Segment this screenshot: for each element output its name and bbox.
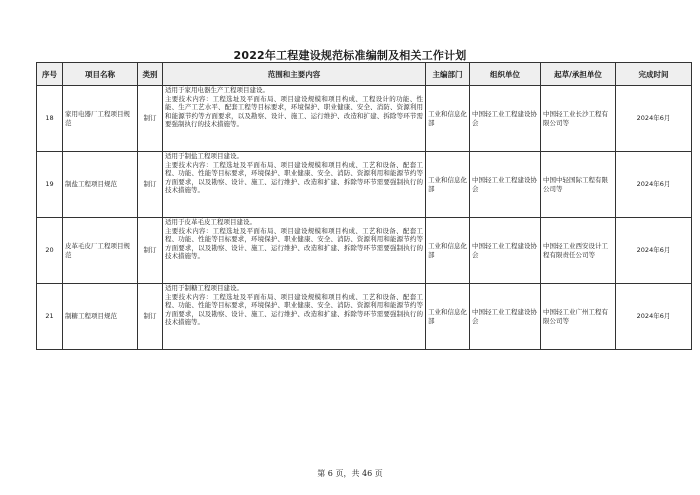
scope-lead: 适用于皮革毛皮工程项目建设。 [165, 218, 256, 226]
cell-name: 制糖工程项目规范 [63, 284, 138, 350]
scope-lead: 适用于制糖工程项目建设。 [165, 284, 243, 292]
cell-type: 制订 [138, 152, 163, 218]
cell-dept: 工业和信息化部 [426, 284, 470, 350]
cell-drafter: 中国轻工业西安设计工程有限责任公司等 [541, 218, 616, 284]
cell-org: 中国轻工业工程建设协会 [470, 218, 541, 284]
table-row [37, 86, 692, 152]
header-name: 项目名称 [63, 63, 138, 86]
cell-drafter: 中国轻工业广州工程有限公司等 [541, 284, 616, 350]
table-header-row [37, 63, 692, 86]
cell-due: 2024年6月 [616, 86, 692, 152]
header-dept: 主编部门 [426, 63, 470, 86]
cell-scope [163, 218, 426, 284]
cell-type: 制订 [138, 86, 163, 152]
cell-name: 皮革毛皮厂工程项目规范 [63, 218, 138, 284]
cell-type: 制订 [138, 284, 163, 350]
header-due: 完成时间 [616, 63, 692, 86]
header-num: 序号 [37, 63, 63, 86]
document-title: 2022年工程建设规范标准编制及相关工作计划 [233, 49, 467, 62]
cell-due: 2024年6月 [616, 152, 692, 218]
cell-num: 21 [37, 284, 63, 350]
plan-table [36, 62, 692, 350]
header-scope: 范围和主要内容 [163, 63, 426, 86]
cell-drafter: 中国中轻国际工程有限公司等 [541, 152, 616, 218]
header-type: 类别 [138, 63, 163, 86]
header-drafter: 起草/承担单位 [541, 63, 616, 86]
cell-type: 制订 [138, 218, 163, 284]
cell-org: 中国轻工业工程建设协会 [470, 284, 541, 350]
cell-due: 2024年6月 [616, 284, 692, 350]
cell-due: 2024年6月 [616, 218, 692, 284]
cell-scope [163, 284, 426, 350]
cell-org: 中国轻工业工程建设协会 [470, 86, 541, 152]
cell-name: 家用电器厂工程项目规范 [63, 86, 138, 152]
header-org: 组织单位 [470, 63, 541, 86]
scope-detail: 主要技术内容：工程选址及平面布局、项目建设规模和项目构成、工艺和设备、配套工程、功能、性能等目标要求，环境保护、职业健康、安全、消防、资源利用和能源节约等方面要求，以及勘察、设计、施工、运行维护、改造和扩建、拆除等环节需要强制执行的技术措施等。 [165, 160, 423, 194]
scope-lead: 适用于制盐工程项目建设。 [165, 152, 243, 160]
cell-name: 制盐工程项目规范 [63, 152, 138, 218]
cell-dept: 工业和信息化部 [426, 152, 470, 218]
scope-detail: 主要技术内容：工程选址及平面布局、项目建设规模和项目构成、工艺和设备、配套工程、功能、性能等目标要求，环境保护、职业健康、安全、消防、资源利用和能源节约等方面要求，以及勘察、设计、施工、运行维护、改造和扩建、拆除等环节需要强制执行的技术措施等。 [165, 226, 423, 260]
cell-num: 20 [37, 218, 63, 284]
scope-detail: 主要技术内容：工程选址及平面布局、项目建设规模和项目构成、工程设计的功能、性能、生产工艺水平、配套工程等目标要求，环境保护、职业健康、安全、消防、资源利用和能源节约等方面要求，以及勘察、设计、施工、运行维护、改造和扩建、拆除等环节需要强制执行的技术措施等。 [165, 94, 423, 128]
cell-dept: 工业和信息化部 [426, 86, 470, 152]
cell-num: 19 [37, 152, 63, 218]
page-footer: 第 6 页，共 46 页 [317, 469, 383, 478]
table-row [37, 218, 692, 284]
table-row [37, 152, 692, 218]
cell-org: 中国轻工业工程建设协会 [470, 152, 541, 218]
scope-detail: 主要技术内容：工程选址及平面布局、项目建设规模和项目构成、工艺和设备、配套工程、功能、性能等目标要求，环境保护、职业健康、安全、消防、资源利用和能源节约等方面要求，以及勘察、设计、施工、运行维护、改造和扩建、拆除等环节需要强制执行的技术措施等。 [165, 292, 423, 326]
cell-dept: 工业和信息化部 [426, 218, 470, 284]
cell-num: 18 [37, 86, 63, 152]
cell-scope [163, 152, 426, 218]
cell-drafter: 中国轻工业长沙工程有限公司等 [541, 86, 616, 152]
cell-scope [163, 86, 426, 152]
table-row [37, 284, 692, 350]
scope-lead: 适用于家用电器生产工程项目建设。 [165, 86, 269, 94]
